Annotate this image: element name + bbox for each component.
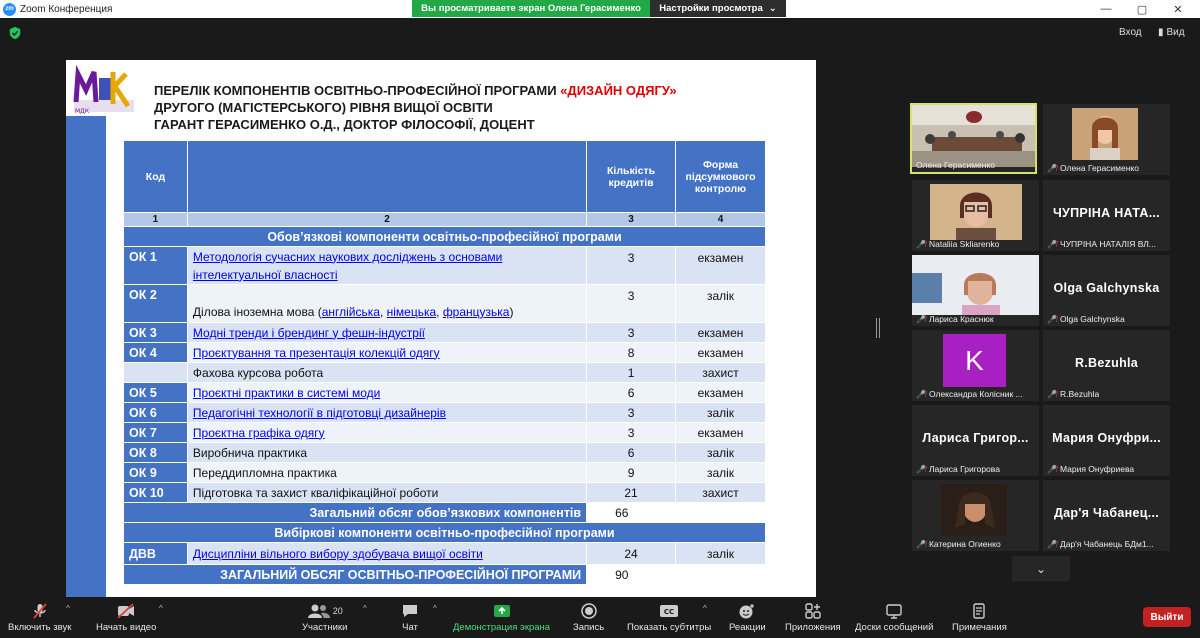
participant-tile[interactable] bbox=[1043, 180, 1170, 251]
view-button[interactable] bbox=[1158, 27, 1185, 38]
view-label: Вид bbox=[1166, 27, 1185, 38]
participant-tile[interactable] bbox=[1043, 405, 1170, 476]
elective-section-title: Вибіркові компоненти освітньо-професійної програми bbox=[124, 523, 766, 543]
col-number-4: 4 bbox=[676, 213, 766, 227]
chat-options-chevron-icon[interactable]: ^ bbox=[433, 604, 437, 613]
row-credits: 3 bbox=[587, 285, 676, 323]
minimize-icon: — bbox=[1100, 3, 1112, 15]
mdk-logo-icon bbox=[66, 60, 136, 116]
svg-text:CC: CC bbox=[663, 608, 675, 616]
table-row bbox=[124, 247, 766, 285]
participant-display-name: Дар'я Чабанец... bbox=[1053, 506, 1160, 520]
header-form: Форма підсумкового контролю bbox=[676, 141, 766, 213]
row-name bbox=[187, 403, 586, 423]
mdk-logo bbox=[66, 60, 136, 116]
close-icon: ✕ bbox=[1173, 3, 1183, 16]
table-header-row bbox=[124, 141, 766, 213]
captions-button[interactable] bbox=[627, 600, 711, 633]
row-name: Фахова курсова робота bbox=[187, 363, 586, 383]
row-code: ОК 10 bbox=[124, 483, 188, 503]
row-credits: 6 bbox=[587, 443, 676, 463]
row-name bbox=[187, 323, 586, 343]
course-link[interactable]: Проєктні практики в системі моди bbox=[192, 385, 381, 400]
apps-label: Приложения bbox=[785, 622, 841, 633]
reactions-button[interactable] bbox=[729, 600, 766, 633]
mic-muted-icon: 🎤̸ bbox=[916, 539, 926, 549]
share-banner-text: Вы просматриваете экран Олена Герасименко bbox=[412, 0, 650, 17]
captions-icon bbox=[659, 600, 679, 622]
panel-resize-handle[interactable] bbox=[876, 318, 880, 338]
mic-muted-icon: 🎤̸ bbox=[916, 464, 926, 474]
program-name: «ДИЗАЙН ОДЯГУ» bbox=[560, 83, 677, 98]
row-code: ОК 7 bbox=[124, 423, 188, 443]
minimize-button[interactable] bbox=[1091, 0, 1121, 18]
share-screen-label: Демонстрация экрана bbox=[453, 622, 551, 633]
row-form: залік bbox=[676, 285, 766, 323]
participant-photo bbox=[1072, 108, 1138, 160]
participant-name: 🎤̸ Мария Онуфриева bbox=[1047, 464, 1135, 474]
participants-label: Участники bbox=[302, 622, 348, 633]
notes-button[interactable] bbox=[952, 600, 1007, 633]
row-code: ОК 1 bbox=[124, 247, 188, 285]
slide-left-bar bbox=[66, 60, 106, 597]
lang-link-german[interactable]: німецька bbox=[386, 305, 437, 319]
mandatory-section-row bbox=[124, 227, 766, 247]
start-video-label: Начать видео bbox=[96, 622, 157, 633]
mandatory-total-row bbox=[124, 503, 766, 523]
captions-label: Показать субтитры bbox=[627, 622, 712, 633]
lang-link-french[interactable]: французька bbox=[442, 305, 510, 319]
header-name bbox=[187, 141, 586, 213]
row-name: Підготовка та захист кваліфікаційної роботи bbox=[187, 483, 586, 503]
mic-muted-icon: 🎤̸ bbox=[1047, 389, 1057, 399]
table-row bbox=[124, 443, 766, 463]
row-name bbox=[187, 383, 586, 403]
col-number-1: 1 bbox=[124, 213, 188, 227]
table-row bbox=[124, 423, 766, 443]
course-link[interactable]: Дисципліни вільного вибору здобувача вищої освіти bbox=[192, 546, 483, 561]
table-row bbox=[124, 285, 766, 323]
row-form: залік bbox=[676, 543, 766, 565]
table-row bbox=[124, 483, 766, 503]
row-code: ДВВ bbox=[124, 543, 188, 565]
participant-tile[interactable] bbox=[1043, 330, 1170, 401]
table-row bbox=[124, 463, 766, 483]
table-row bbox=[124, 403, 766, 423]
grand-total-row bbox=[124, 565, 766, 585]
row-form: залік bbox=[676, 443, 766, 463]
table-row bbox=[124, 543, 766, 565]
heading-line-3: ГАРАНТ ГЕРАСИМЕНКО О.Д., ДОКТОР ФІЛОСОФІЇ, ДОЦЕНТ bbox=[154, 117, 535, 132]
exit-fullscreen-button[interactable] bbox=[1119, 27, 1142, 38]
maximize-button[interactable] bbox=[1127, 0, 1157, 18]
conference-room-video bbox=[912, 105, 1035, 167]
row-form: залік bbox=[676, 403, 766, 423]
reactions-icon bbox=[738, 600, 756, 622]
view-settings-label: Настройки просмотра bbox=[659, 3, 763, 14]
participant-tile[interactable] bbox=[912, 480, 1039, 551]
participant-photo bbox=[941, 484, 1007, 536]
table-row bbox=[124, 323, 766, 343]
mandatory-total-value: 66 bbox=[587, 503, 766, 523]
mic-muted-icon: 🎤̸ bbox=[1047, 539, 1057, 549]
chevron-down-icon: ⌄ bbox=[1035, 561, 1047, 576]
heading-line-2: ДРУГОГО (МАГІСТЕРСЬКОГО) РІВНЯ ВИЩОЇ ОСВІТИ bbox=[154, 100, 493, 115]
participant-name: 🎤̸ Olga Galchynska bbox=[1047, 314, 1125, 324]
window-title: Zoom Конференция bbox=[20, 3, 113, 15]
row-code: ОК 3 bbox=[124, 323, 188, 343]
chat-label: Чат bbox=[402, 622, 418, 633]
record-button[interactable] bbox=[573, 600, 604, 633]
participant-display-name: R.Bezuhla bbox=[1074, 356, 1139, 370]
participant-tile[interactable] bbox=[1043, 480, 1170, 551]
row-credits: 21 bbox=[587, 483, 676, 503]
row-code bbox=[124, 363, 188, 383]
header-credits: Кількість кредитів bbox=[587, 141, 676, 213]
mic-muted-icon: 🎤̸ bbox=[916, 389, 926, 399]
unmute-label: Включить звук bbox=[8, 622, 72, 633]
row-code: ОК 4 bbox=[124, 343, 188, 363]
row-form: захист bbox=[676, 483, 766, 503]
zoom-logo-icon: zm bbox=[3, 3, 16, 16]
course-link[interactable]: Проєктування та презентація колекцій одягу bbox=[192, 345, 440, 360]
course-link[interactable]: Проєктна графіка одягу bbox=[192, 425, 325, 440]
header-code: Код bbox=[124, 141, 188, 213]
row-form: екзамен bbox=[676, 247, 766, 285]
participants-count: 20 bbox=[332, 606, 343, 616]
table-row bbox=[124, 343, 766, 363]
slide-heading bbox=[154, 82, 794, 133]
exit-fullscreen-label: Вход bbox=[1119, 27, 1142, 38]
mic-muted-icon: 🎤̸ bbox=[1047, 239, 1057, 249]
row-name bbox=[187, 247, 586, 285]
record-icon bbox=[580, 600, 598, 622]
close-button[interactable] bbox=[1163, 0, 1193, 18]
row-name: Ділова іноземна мова (англійська, німецька, французька) bbox=[187, 285, 586, 323]
grand-total-value: 90 bbox=[587, 565, 766, 585]
participant-tile[interactable] bbox=[912, 180, 1039, 251]
participant-name: 🎤̸ Nataliia Skliarenko bbox=[916, 239, 1000, 249]
row-form: екзамен bbox=[676, 383, 766, 403]
participants-options-chevron-icon[interactable]: ^ bbox=[363, 604, 367, 613]
heading-line-1: ПЕРЕЛІК КОМПОНЕНТІВ ОСВІТНЬО-ПРОФЕСІЙНОЇ ПРОГРАМИ «ДИЗАЙН ОДЯГУ» bbox=[154, 83, 677, 98]
share-screen-icon bbox=[493, 600, 511, 622]
participants-button[interactable] bbox=[302, 600, 347, 633]
row-form: залік bbox=[676, 463, 766, 483]
participant-name: 🎤̸ Олена Герасименко bbox=[1047, 163, 1139, 173]
participant-name: 🎤̸ Катерина Огиенко bbox=[916, 539, 1001, 549]
row-form: екзамен bbox=[676, 423, 766, 443]
mic-muted-icon: 🎤̸ bbox=[916, 239, 926, 249]
row-credits: 1 bbox=[587, 363, 676, 383]
leave-label: Выйти bbox=[1150, 611, 1184, 623]
course-link[interactable]: Модні тренди і брендинг у фешн-індустрії bbox=[192, 325, 425, 340]
participant-tile[interactable] bbox=[910, 103, 1037, 174]
row-credits: 3 bbox=[587, 403, 676, 423]
participant-tile[interactable] bbox=[912, 330, 1039, 401]
share-screen-button[interactable] bbox=[453, 600, 550, 633]
row-credits: 24 bbox=[587, 543, 676, 565]
participant-name: Олена Герасименко bbox=[916, 160, 996, 170]
captions-options-chevron-icon[interactable]: ^ bbox=[703, 604, 707, 613]
participant-display-name: Olga Galchynska bbox=[1053, 281, 1160, 295]
reactions-label: Реакции bbox=[729, 622, 766, 633]
participant-tile[interactable] bbox=[912, 255, 1039, 326]
row-name bbox=[187, 343, 586, 363]
participant-photo bbox=[930, 184, 1022, 240]
elective-section-row bbox=[124, 523, 766, 543]
notes-icon bbox=[970, 600, 988, 622]
row-form: захист bbox=[676, 363, 766, 383]
participant-tile[interactable] bbox=[1043, 255, 1170, 326]
mic-muted-icon: 🎤̸ bbox=[1047, 163, 1057, 173]
participant-tile[interactable] bbox=[912, 405, 1039, 476]
course-link[interactable]: Методологія сучасних наукових досліджень з основами інтелектуальної власності bbox=[192, 249, 503, 282]
course-link[interactable]: Педагогічні технології в підготовці дизайнерів bbox=[192, 405, 446, 420]
share-banner bbox=[412, 0, 786, 17]
row-code: ОК 2 bbox=[124, 285, 188, 323]
gallery-next-page-button[interactable] bbox=[1012, 556, 1070, 581]
row-code: ОК 8 bbox=[124, 443, 188, 463]
participant-name: 🎤̸ Дар'я Чабанець БДм1... bbox=[1047, 539, 1154, 549]
mandatory-section-title: Обов’язкові компоненти освітньо-професійної програми bbox=[124, 227, 766, 247]
participant-name: 🎤̸ R.Bezuhla bbox=[1047, 389, 1100, 399]
table-row bbox=[124, 383, 766, 403]
participant-tile[interactable] bbox=[1043, 104, 1170, 175]
participants-icon bbox=[307, 600, 343, 622]
row-name: Виробнича практика bbox=[187, 443, 586, 463]
view-settings-button[interactable] bbox=[650, 0, 786, 17]
apps-button[interactable] bbox=[785, 600, 841, 633]
whiteboards-button[interactable] bbox=[855, 600, 933, 633]
participant-display-name: Мария Онуфри... bbox=[1052, 431, 1161, 445]
participant-name: 🎤̸ Олександра Колісник ... bbox=[916, 389, 1023, 399]
table-row bbox=[124, 363, 766, 383]
maximize-icon: ▢ bbox=[1136, 3, 1148, 16]
row-code: ОК 9 bbox=[124, 463, 188, 483]
row-credits: 6 bbox=[587, 383, 676, 403]
lang-link-english[interactable]: англійська bbox=[321, 305, 380, 319]
row-credits: 9 bbox=[587, 463, 676, 483]
audio-options-chevron-icon[interactable]: ^ bbox=[66, 604, 70, 613]
participant-name: 🎤̸ ЧУПРІНА НАТАЛІЯ ВЛ... bbox=[1047, 239, 1156, 249]
grand-total-label: ЗАГАЛЬНИЙ ОБСЯГ ОСВІТНЬО-ПРОФЕСІЙНОЇ ПРОГРАМИ bbox=[124, 565, 587, 585]
participant-photo bbox=[912, 255, 1039, 315]
mic-muted-icon: 🎤̸ bbox=[1047, 314, 1057, 324]
title-bar bbox=[0, 0, 1200, 18]
mandatory-total-label: Загальний обсяг обов’язкових компонентів bbox=[124, 503, 587, 523]
column-number-row bbox=[124, 213, 766, 227]
mic-muted-icon: 🎤̸ bbox=[1047, 464, 1057, 474]
start-video-button[interactable] bbox=[96, 600, 156, 633]
apps-icon bbox=[804, 600, 822, 622]
participant-display-name: Лариса Григор... bbox=[922, 431, 1029, 445]
row-credits: 8 bbox=[587, 343, 676, 363]
col-number-2: 2 bbox=[187, 213, 586, 227]
logo-text: МДК bbox=[75, 108, 90, 115]
row-credits: 3 bbox=[587, 323, 676, 343]
security-shield-icon[interactable] bbox=[8, 26, 22, 40]
camera-off-icon bbox=[116, 600, 136, 622]
components-table bbox=[123, 140, 766, 585]
leave-meeting-button[interactable] bbox=[1143, 607, 1191, 627]
record-label: Запись bbox=[573, 622, 605, 633]
participant-avatar: K bbox=[943, 334, 1006, 387]
mic-muted-icon: 🎤̸ bbox=[916, 314, 926, 324]
participant-name: 🎤̸ Лариса Краснюк bbox=[916, 314, 994, 324]
unmute-button[interactable] bbox=[8, 600, 71, 633]
row-name: Переддипломна практика bbox=[187, 463, 586, 483]
chat-button[interactable] bbox=[401, 600, 419, 633]
video-options-chevron-icon[interactable]: ^ bbox=[159, 604, 163, 613]
mic-muted-icon bbox=[31, 600, 49, 622]
notes-label: Примечания bbox=[952, 622, 1007, 633]
participant-display-name: ЧУПРІНА НАТА... bbox=[1052, 206, 1161, 220]
row-credits: 3 bbox=[587, 247, 676, 285]
chevron-down-icon: ⌄ bbox=[768, 3, 777, 14]
chat-icon bbox=[401, 600, 419, 622]
grid-icon: ▮ bbox=[1158, 27, 1164, 38]
row-name bbox=[187, 423, 586, 443]
row-form: екзамен bbox=[676, 323, 766, 343]
whiteboard-icon bbox=[885, 600, 903, 622]
row-form: екзамен bbox=[676, 343, 766, 363]
participant-name: 🎤̸ Лариса Григорова bbox=[916, 464, 1000, 474]
col-number-3: 3 bbox=[587, 213, 676, 227]
meeting-toolbar bbox=[0, 597, 1200, 638]
shared-screen-slide bbox=[66, 60, 816, 597]
whiteboards-label: Доски сообщений bbox=[855, 622, 934, 633]
row-code: ОК 5 bbox=[124, 383, 188, 403]
row-code: ОК 6 bbox=[124, 403, 188, 423]
row-credits: 3 bbox=[587, 423, 676, 443]
row-name bbox=[187, 543, 586, 565]
